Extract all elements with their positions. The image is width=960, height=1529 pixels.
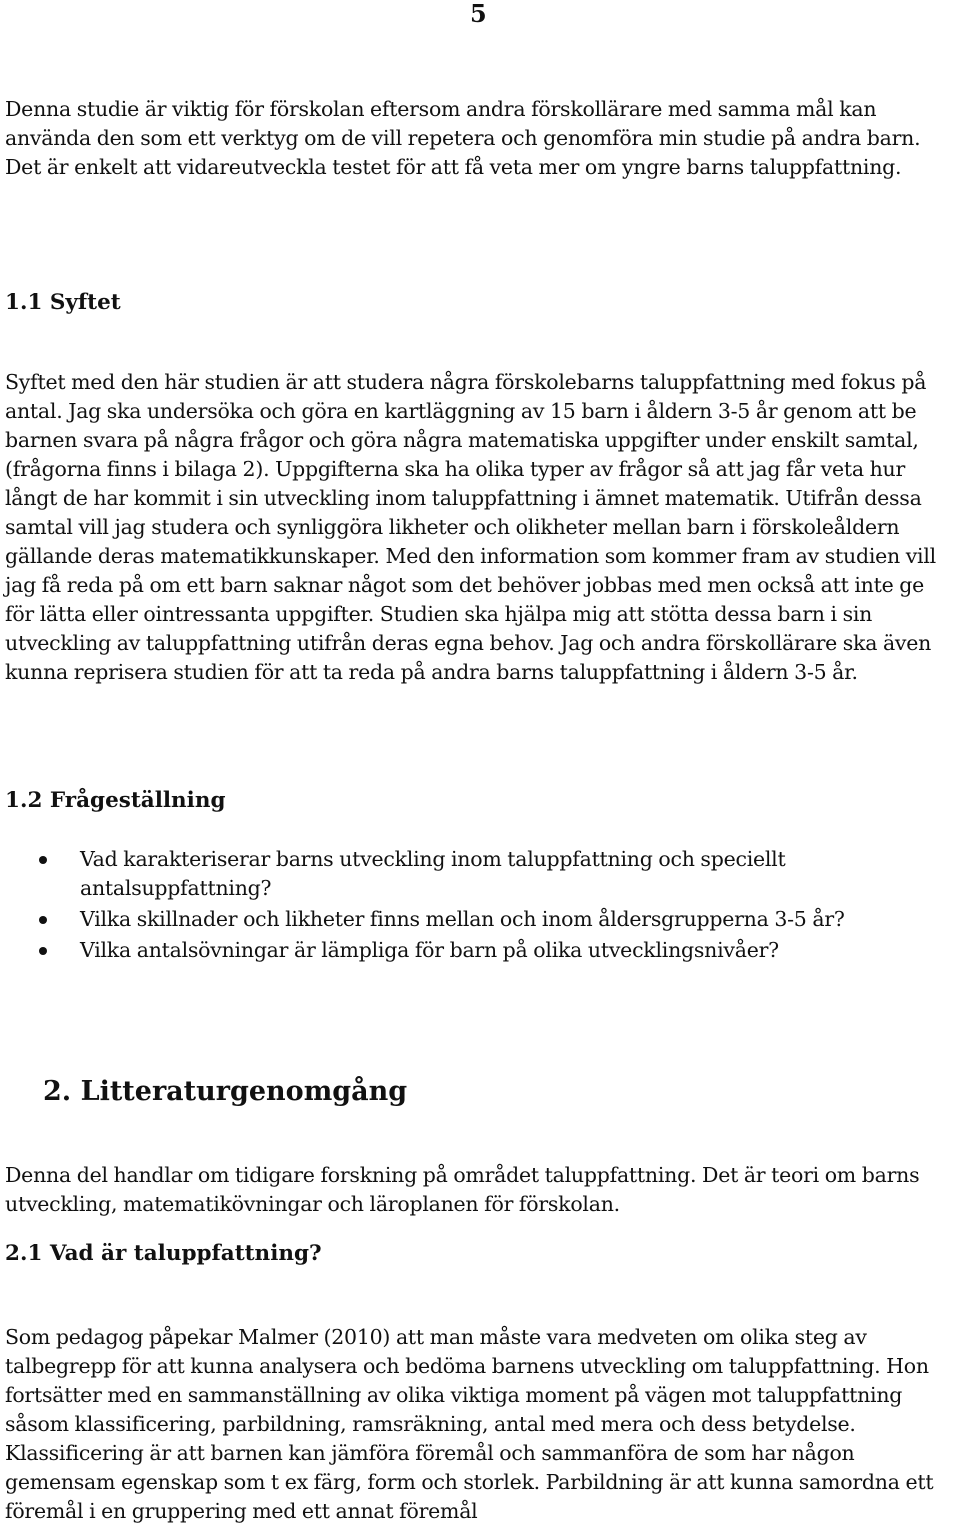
research-questions-list — [0, 845, 960, 967]
bullet-icon — [39, 916, 47, 924]
list-item — [0, 936, 940, 965]
section-2-1-heading: 2.1 Vad är taluppfattning? — [5, 1241, 322, 1266]
section-1-1-paragraph: Syftet med den här studien är att studera några förskolebarns taluppfattning med fokus på antal. Jag ska undersöka och göra en kartläggning av 15 barn i åldern 3-5 år genom att be barnen svara på några frågor och göra några matematiska uppgifter under enskilt samtal, (frågorna finns i bilaga 2). Uppgifterna ska ha olika typer av frågor så att jag får veta hur långt de har kommit i sin utveckling inom taluppfattning i ämnet matematik. Utifrån dessa samtal vill jag studera och synliggöra likheter och olikheter mellan barn i förskoleåldern gällande deras matematikkunskaper. Med den information som kommer fram av studien vill jag få reda på om ett barn saknar något som det behöver jobbas med men också att inte ge för lätta eller ointressanta uppgifter. Studien ska hjälpa mig att stötta dessa barn i sin utveckling av taluppfattning utifrån deras egna behov. Jag och andra förskollärare ska även kunna reprisera studien för att ta reda på andra barns taluppfattning i åldern 3-5 år. — [5, 370, 936, 684]
section-1-1-heading: 1.1 Syftet — [5, 290, 121, 315]
intro-paragraph: Denna studie är viktig för förskolan eftersom andra förskollärare med samma mål kan använda den som ett verktyg om de vill repetera och genomföra min studie på andra barn. Det är enkelt att vidareutveckla testet för att få veta mer om yngre barns taluppfattning. — [5, 97, 921, 179]
list-item — [0, 905, 940, 934]
list-item-text: Vilka antalsövningar är lämpliga för barn på olika utvecklingsnivåer? — [80, 938, 779, 962]
list-item-text: Vilka skillnader och likheter finns mellan och inom åldersgrupperna 3-5 år? — [80, 907, 845, 931]
bullet-icon — [39, 947, 47, 955]
section-2-heading: 2. Litteraturgenomgång — [43, 1076, 408, 1107]
section-2-1-paragraph: Som pedagog påpekar Malmer (2010) att man måste vara medveten om olika steg av talbegrepp för att kunna analysera och bedöma barnens utveckling om taluppfattning. Hon fortsätter med en sammanställning av olika viktiga moment på vägen mot taluppfattning såsom klassificering, parbildning, ramsräkning, antal med mera och dess betydelse. Klassificering är att barnen kan jämföra föremål och sammanföra de som har någon gemensam egenskap som t ex färg, form och storlek. Parbildning är att kunna samordna ett föremål i en gruppering med ett annat föremål — [5, 1325, 934, 1523]
list-item-text: Vad karakteriserar barns utveckling inom taluppfattning och speciellt antalsuppfattning? — [80, 847, 786, 900]
section-1-2-heading: 1.2 Frågeställning — [5, 788, 226, 813]
section-2-paragraph: Denna del handlar om tidigare forskning på området taluppfattning. Det är teori om barns utveckling, matematikövningar och läroplanen för förskolan. — [5, 1163, 920, 1216]
bullet-icon — [39, 856, 47, 864]
list-item — [0, 845, 940, 903]
page-number: 5 — [470, 0, 487, 28]
